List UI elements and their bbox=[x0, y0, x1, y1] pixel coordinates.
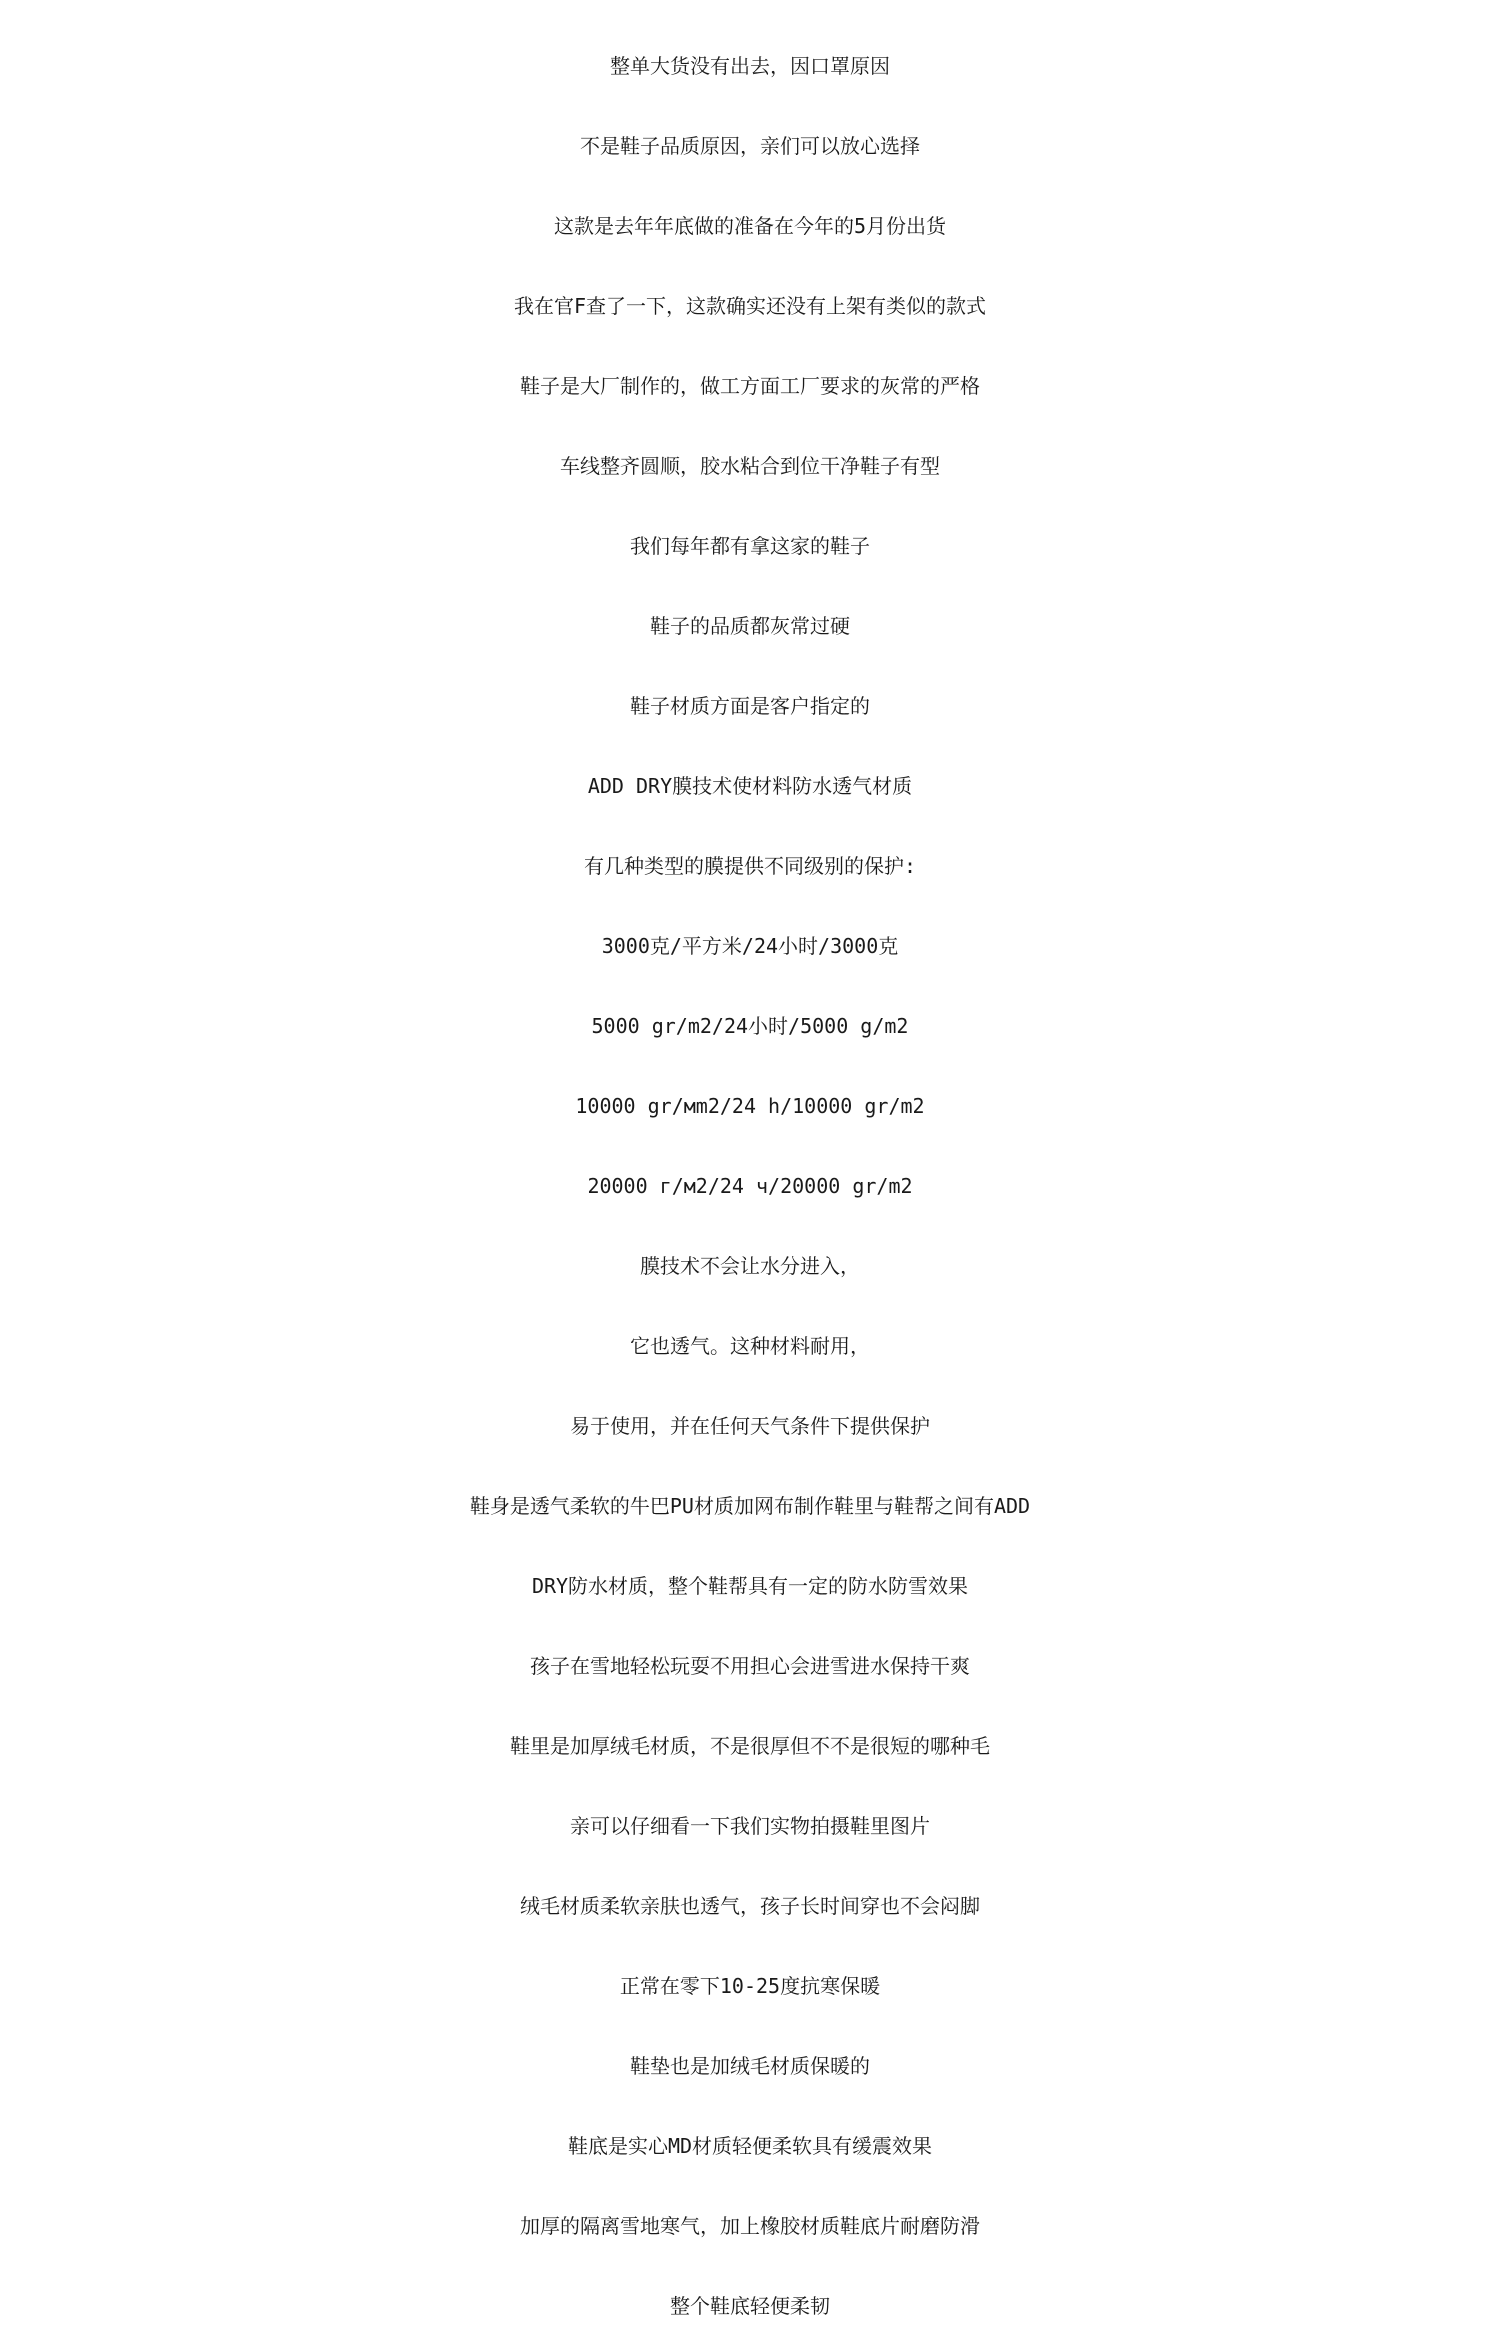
text-line: 10000 gr/мm2/24 h/10000 gr/m2 bbox=[575, 1094, 925, 1118]
text-line: 亲可以仔细看一下我们实物拍摄鞋里图片 bbox=[570, 1814, 930, 1838]
text-line: ADD DRY膜技术使材料防水透气材质 bbox=[587, 774, 913, 798]
text-line: 不是鞋子品质原因，亲们可以放心选择 bbox=[580, 134, 920, 158]
text-line: 这款是去年年底做的准备在今年的5月份出货 bbox=[553, 214, 947, 238]
text-line: 车线整齐圆顺，胶水粘合到位干净鞋子有型 bbox=[560, 454, 940, 478]
text-line: 5000 gr/m2/24小时/5000 g/m2 bbox=[591, 1014, 909, 1038]
text-line: 鞋子的品质都灰常过硬 bbox=[650, 614, 850, 638]
text-line: 孩子在雪地轻松玩耍不用担心会进雪进水保持干爽 bbox=[530, 1654, 970, 1678]
text-line: 膜技术不会让水分进入， bbox=[640, 1254, 860, 1278]
text-line: 鞋身是透气柔软的牛巴PU材质加网布制作鞋里与鞋帮之间有ADD bbox=[469, 1494, 1031, 1518]
text-line: 整个鞋底轻便柔韧 bbox=[670, 2294, 830, 2318]
text-line: 我在官F查了一下，这款确实还没有上架有类似的款式 bbox=[513, 294, 987, 318]
text-line: 3000克/平方米/24小时/3000克 bbox=[601, 934, 899, 958]
text-line: 易于使用，并在任何天气条件下提供保护 bbox=[570, 1414, 930, 1438]
text-line: 鞋里是加厚绒毛材质，不是很厚但不不是很短的哪种毛 bbox=[510, 1734, 990, 1758]
text-line: 加厚的隔离雪地寒气，加上橡胶材质鞋底片耐磨防滑 bbox=[520, 2214, 980, 2238]
text-line: 20000 г/м2/24 ч/20000 gr/m2 bbox=[587, 1174, 913, 1198]
text-line: 鞋子是大厂制作的，做工方面工厂要求的灰常的严格 bbox=[520, 374, 980, 398]
text-line: 整单大货没有出去，因口罩原因 bbox=[610, 54, 890, 78]
text-line: 鞋子材质方面是客户指定的 bbox=[630, 694, 870, 718]
text-line: 鞋底是实心MD材质轻便柔软具有缓震效果 bbox=[567, 2134, 933, 2158]
text-line: 鞋垫也是加绒毛材质保暖的 bbox=[630, 2054, 870, 2078]
text-line: 我们每年都有拿这家的鞋子 bbox=[630, 534, 870, 558]
text-line: DRY防水材质，整个鞋帮具有一定的防水防雪效果 bbox=[531, 1574, 969, 1598]
text-line: 正常在零下10-25度抗寒保暖 bbox=[619, 1974, 881, 1998]
text-line: 它也透气。这种材料耐用， bbox=[630, 1334, 870, 1358]
text-line: 绒毛材质柔软亲肤也透气，孩子长时间穿也不会闷脚 bbox=[520, 1894, 980, 1918]
text-line: 有几种类型的膜提供不同级别的保护: bbox=[583, 854, 917, 878]
